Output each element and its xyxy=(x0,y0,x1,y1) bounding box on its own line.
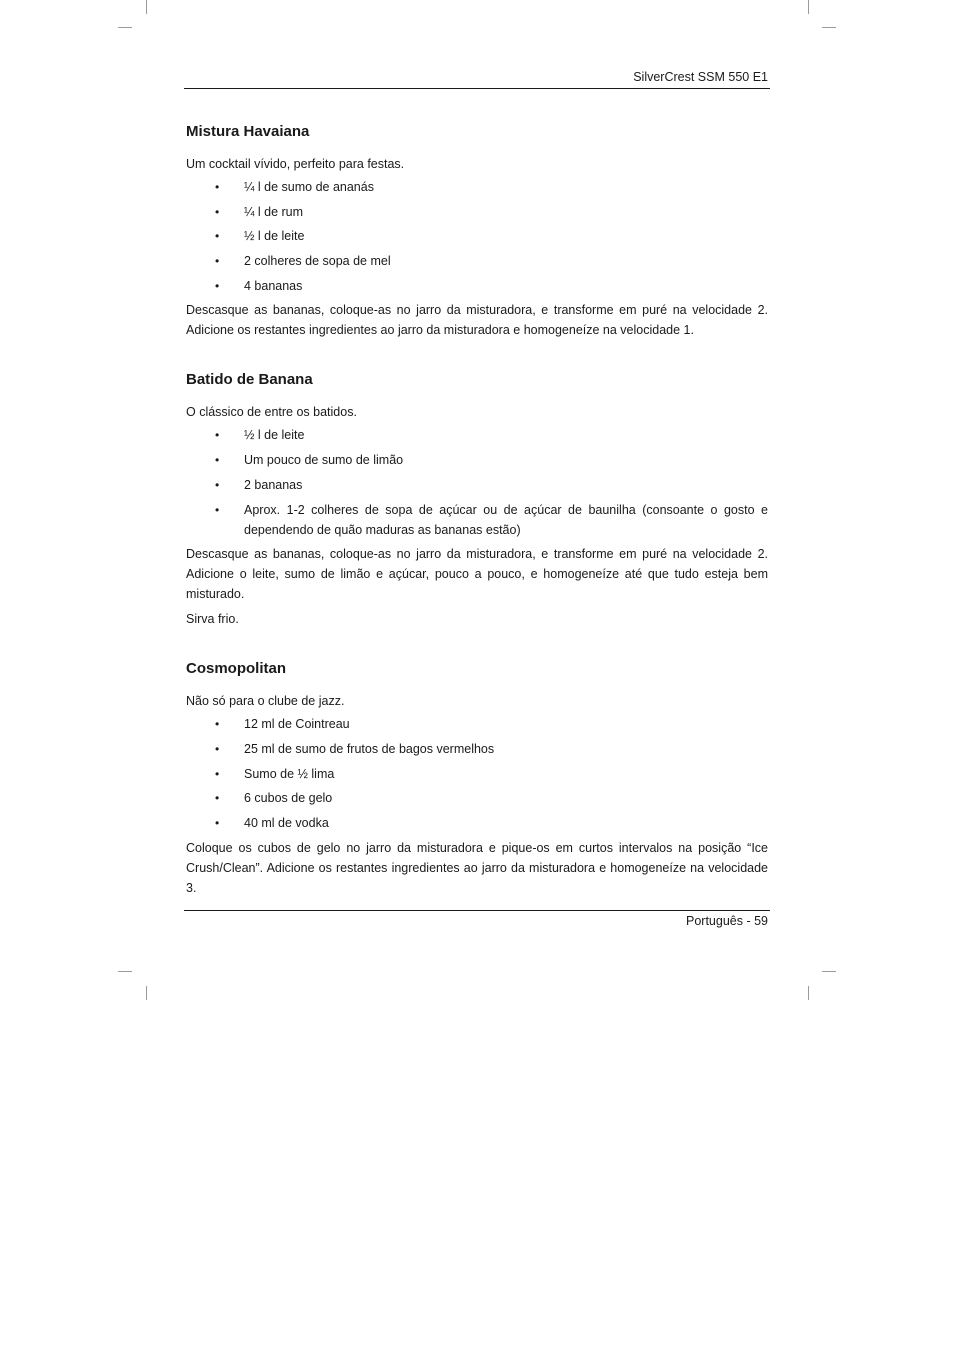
crop-mark xyxy=(118,27,132,28)
ingredient-item xyxy=(186,500,768,540)
bullet-icon: • xyxy=(215,741,220,756)
instruction-paragraph: Coloque os cubos de gelo no jarro da misturadora e pique-os em curtos intervalos na posição “Ice Crush/Clean”. Adicione os restantes ingredientes ao jarro da misturadora e homogeneíze na velocidade 3. xyxy=(186,840,768,895)
recipe-intro: Um cocktail vívido, perfeito para festas. xyxy=(186,157,405,171)
ingredient-item xyxy=(186,177,768,197)
ingredient-item xyxy=(186,714,768,734)
ingredient-text: 40 ml de vodka xyxy=(244,815,329,830)
ingredient-item xyxy=(186,813,768,833)
page-number: Português - 59 xyxy=(686,914,768,928)
ingredient-text: ¼ l de rum xyxy=(244,204,304,219)
crop-mark xyxy=(822,971,836,972)
ingredient-text: Sumo de ½ lima xyxy=(244,766,335,781)
bullet-icon: • xyxy=(215,791,220,806)
ingredient-text: 12 ml de Cointreau xyxy=(244,717,350,732)
ingredient-list xyxy=(186,425,768,539)
ingredient-list xyxy=(186,177,768,296)
ingredient-text: 2 bananas xyxy=(244,477,303,492)
bullet-icon: • xyxy=(215,502,220,517)
recipe-title: Cosmopolitan xyxy=(186,660,286,678)
crop-mark xyxy=(808,0,809,14)
bullet-icon: • xyxy=(215,766,220,781)
ingredient-text: 6 cubos de gelo xyxy=(244,791,333,806)
instruction-paragraph: Sirva frio. xyxy=(186,612,239,627)
recipe-intro: Não só para o clube de jazz. xyxy=(186,694,345,709)
crop-mark xyxy=(146,986,147,1000)
bullet-icon: • xyxy=(215,815,220,830)
bullet-icon: • xyxy=(215,477,220,492)
instruction-paragraph: Descasque as bananas, coloque-as no jarro da misturadora, e transforme em puré na velocidade 2. Adicione o leite, sumo de limão e açúcar, pouco a pouco, e homogeneíze até que tudo esteja bem misturado. xyxy=(186,547,768,602)
footer-rule xyxy=(184,910,770,911)
bullet-icon: • xyxy=(215,254,220,269)
bullet-icon: • xyxy=(215,428,220,443)
ingredient-item xyxy=(186,425,768,445)
recipe-content xyxy=(186,122,768,903)
recipe-title: Mistura Havaiana xyxy=(186,123,310,140)
ingredient-item xyxy=(186,788,768,808)
bullet-icon: • xyxy=(215,229,220,244)
ingredient-text: Um pouco de sumo de limão xyxy=(244,453,404,468)
recipe-section xyxy=(186,122,768,340)
bullet-icon: • xyxy=(215,453,220,468)
ingredient-text: ½ l de leite xyxy=(244,229,305,244)
recipe-intro: O clássico de entre os batidos. xyxy=(186,405,357,420)
crop-mark xyxy=(808,986,809,1000)
ingredient-item xyxy=(186,251,768,271)
crop-mark xyxy=(822,27,836,28)
ingredient-item xyxy=(186,450,768,470)
ingredient-text: 25 ml de sumo de frutos de bagos vermelhos xyxy=(244,741,495,756)
ingredient-item xyxy=(186,202,768,222)
ingredient-text: ¼ l de sumo de ananás xyxy=(244,180,374,194)
ingredient-item xyxy=(186,276,768,296)
ingredient-item xyxy=(186,764,768,784)
bullet-icon: • xyxy=(215,717,220,732)
bullet-icon: • xyxy=(215,180,220,194)
recipe-section xyxy=(186,370,768,629)
ingredient-text: Aprox. 1-2 colheres de sopa de açúcar ou de açúcar de baunilha (consoante o gosto e dependendo de quão maduras as bananas estão) xyxy=(244,502,768,537)
recipe-title: Batido de Banana xyxy=(186,371,313,389)
header-product-name: SilverCrest SSM 550 E1 xyxy=(633,70,768,84)
crop-mark xyxy=(146,0,147,14)
ingredient-text: 4 bananas xyxy=(244,278,303,293)
recipe-section xyxy=(186,659,768,897)
bullet-icon: • xyxy=(215,278,220,293)
ingredient-text: ½ l de leite xyxy=(244,428,305,443)
instruction-paragraph: Descasque as bananas, coloque-as no jarro da misturadora, e transforme em puré na velocidade 2. Adicione os restantes ingredientes ao jarro da misturadora e homogeneíze na velocidade 1. xyxy=(186,303,768,338)
ingredient-item xyxy=(186,226,768,246)
bullet-icon: • xyxy=(215,204,220,219)
ingredient-item xyxy=(186,475,768,495)
crop-mark xyxy=(118,971,132,972)
ingredient-list xyxy=(186,714,768,833)
ingredient-text: 2 colheres de sopa de mel xyxy=(244,254,391,269)
header-rule xyxy=(184,88,770,89)
ingredient-item xyxy=(186,739,768,759)
